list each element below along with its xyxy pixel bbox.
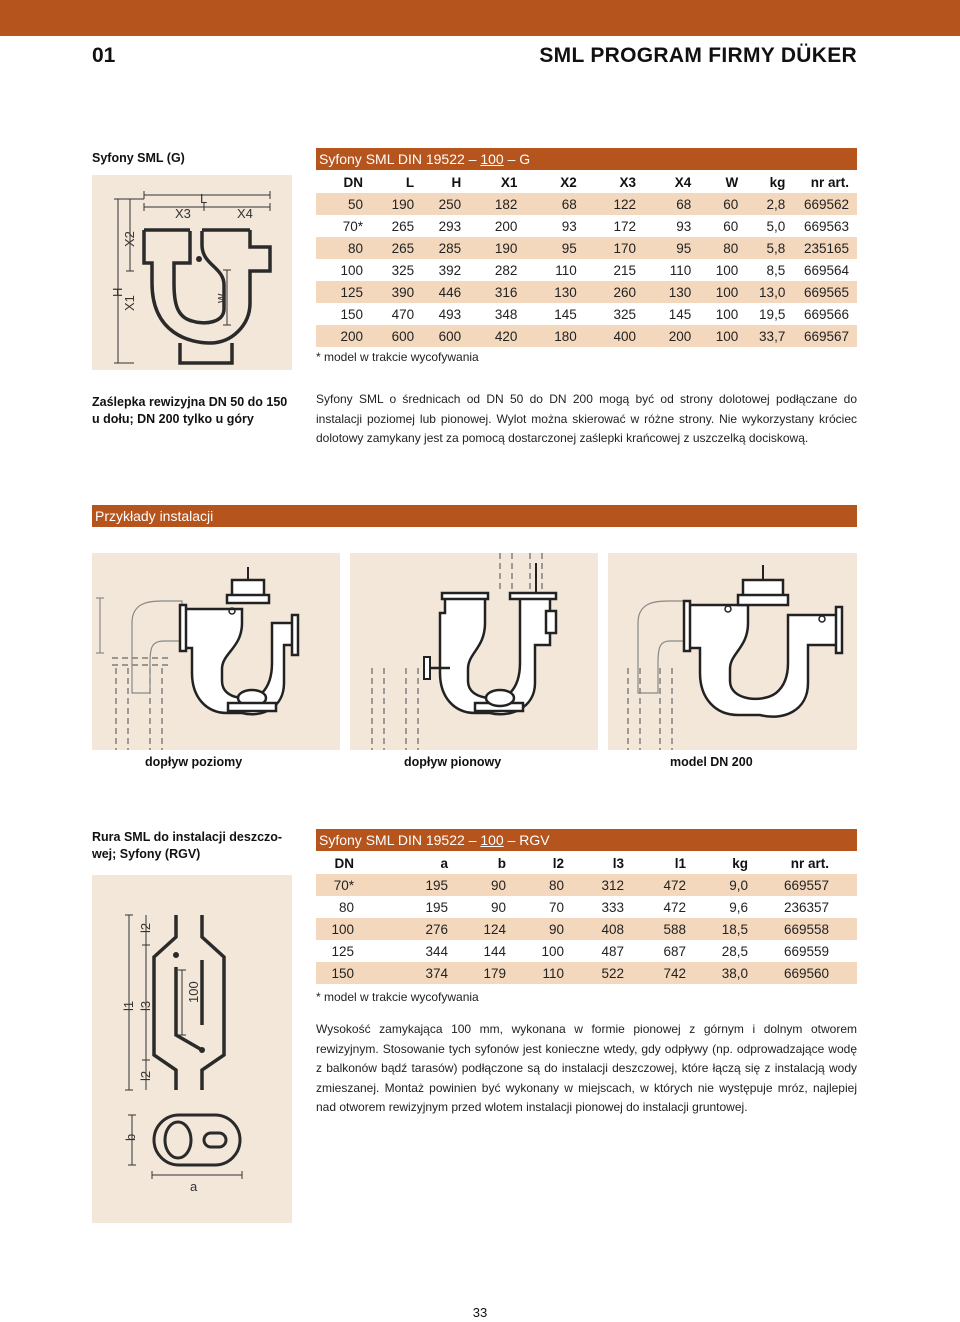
table-cell: 325	[577, 303, 636, 325]
table-row	[316, 325, 857, 347]
column-header: H	[451, 174, 462, 190]
siphon-g-table	[316, 171, 857, 347]
example-horizontal-inflow	[92, 553, 340, 750]
top-color-bar	[0, 0, 960, 36]
table-cell: 195	[354, 874, 448, 896]
table-cell: 333	[564, 896, 624, 918]
table-cell: 669562	[785, 193, 857, 215]
page-title: SML PROGRAM FIRMY DÜKER	[539, 44, 857, 67]
cleanout-label-line2: u dołu; DN 200 tylko u góry	[92, 412, 254, 426]
table-cell: 60	[691, 193, 738, 215]
table-cell: 95	[517, 237, 576, 259]
table-cell: 68	[636, 193, 691, 215]
table-cell: 9,6	[686, 896, 748, 918]
table-cell: 70*	[316, 215, 363, 237]
table-cell: 145	[517, 303, 576, 325]
table-cell: 100	[506, 940, 564, 962]
table-cell: 5,8	[738, 237, 785, 259]
column-header: l1	[674, 855, 686, 871]
caption-horizontal-inflow: dopływ poziomy	[145, 755, 243, 769]
table-cell: 215	[577, 259, 636, 281]
dim-label-a: a	[190, 1179, 198, 1194]
table-cell: 182	[461, 193, 517, 215]
column-header: X4	[674, 174, 692, 190]
table-cell: 265	[363, 215, 414, 237]
table-cell: 93	[636, 215, 691, 237]
dim-label-L: L	[200, 191, 208, 206]
table-row	[316, 874, 857, 896]
table-cell: 125	[316, 281, 363, 303]
table-cell: 172	[577, 215, 636, 237]
table-row	[316, 896, 857, 918]
table-cell: 13,0	[738, 281, 785, 303]
table-cell: 100	[691, 303, 738, 325]
table-cell: 293	[414, 215, 461, 237]
table-cell: 28,5	[686, 940, 748, 962]
table-title-siphon-rgv: Syfony SML DIN 19522 – 100 – RGV	[316, 829, 857, 851]
column-header: a	[440, 855, 448, 871]
table-cell: 325	[363, 259, 414, 281]
table-cell: 285	[414, 237, 461, 259]
table-cell: 38,0	[686, 962, 748, 984]
table-cell: 90	[506, 918, 564, 940]
dim-label-X2: X2	[122, 231, 137, 247]
table-cell: 669564	[785, 259, 857, 281]
table-cell: 125	[316, 940, 354, 962]
column-header: X2	[560, 174, 577, 190]
table-row	[316, 193, 857, 215]
table-title-siphon-g: Syfony SML DIN 19522 – 100 – G	[316, 148, 857, 170]
table-cell: 68	[517, 193, 576, 215]
table-cell: 669557	[748, 874, 857, 896]
column-header: nr art.	[810, 174, 849, 190]
dim-label-l1: l1	[121, 1000, 136, 1011]
table-cell: 200	[316, 325, 363, 347]
table-cell: 282	[461, 259, 517, 281]
table-cell: 669563	[785, 215, 857, 237]
table-cell: 122	[577, 193, 636, 215]
table-cell: 669559	[748, 940, 857, 962]
table-cell: 312	[564, 874, 624, 896]
table-cell: 265	[363, 237, 414, 259]
table-cell: 19,5	[738, 303, 785, 325]
table-cell: 93	[517, 215, 576, 237]
table-cell: 669560	[748, 962, 857, 984]
siphon-rgv-table	[316, 852, 857, 984]
table-cell: 9,0	[686, 874, 748, 896]
table-cell: 446	[414, 281, 461, 303]
table-cell: 150	[316, 303, 363, 325]
table-cell: 472	[624, 896, 686, 918]
dim-label-H: H	[110, 287, 125, 297]
table-cell: 420	[461, 325, 517, 347]
table-cell: 190	[363, 193, 414, 215]
table-row	[316, 259, 857, 281]
table-row	[316, 940, 857, 962]
table-cell: 669567	[785, 325, 857, 347]
siphon-g-drawing	[92, 175, 292, 370]
table-cell: 110	[636, 259, 691, 281]
column-header: L	[405, 174, 415, 190]
table-cell: 669566	[785, 303, 857, 325]
table-cell: 100	[316, 918, 354, 940]
rgv-label-line1: Rura SML do instalacji deszczo-	[92, 830, 283, 844]
table-cell: 100	[691, 259, 738, 281]
table-cell: 200	[461, 215, 517, 237]
table-cell: 130	[636, 281, 691, 303]
column-header: kg	[732, 855, 748, 871]
table-cell: 145	[636, 303, 691, 325]
table-cell: 5,0	[738, 215, 785, 237]
section-label-siphon-g: Syfony SML (G)	[92, 151, 185, 165]
caption-vertical-inflow: dopływ pionowy	[404, 755, 502, 769]
table-cell: 522	[564, 962, 624, 984]
column-header: nr art.	[790, 855, 829, 871]
column-header: X3	[619, 174, 637, 190]
table-cell: 18,5	[686, 918, 748, 940]
table-row	[316, 303, 857, 325]
dim-label-l2-top: l2	[138, 922, 153, 933]
table-cell: 50	[316, 193, 363, 215]
table-cell: 493	[414, 303, 461, 325]
dim-label-l2-bottom: l2	[138, 1070, 153, 1081]
table-cell: 260	[577, 281, 636, 303]
table-row	[316, 918, 857, 940]
table-cell: 130	[517, 281, 576, 303]
rgv-label-line2: wej; Syfony (RGV)	[92, 847, 201, 861]
table-cell: 70*	[316, 874, 354, 896]
table-cell: 276	[354, 918, 448, 940]
table-cell: 80	[316, 896, 354, 918]
table-cell: 95	[636, 237, 691, 259]
table-cell: 33,7	[738, 325, 785, 347]
table-cell: 600	[414, 325, 461, 347]
table-cell: 100	[691, 325, 738, 347]
column-header: b	[497, 855, 506, 871]
table-cell: 669565	[785, 281, 857, 303]
chapter-number: 01	[92, 44, 116, 67]
table-cell: 190	[461, 237, 517, 259]
table-row	[316, 215, 857, 237]
table-cell: 470	[363, 303, 414, 325]
dim-label-X4: X4	[237, 206, 253, 221]
table-cell: 8,5	[738, 259, 785, 281]
column-header: kg	[769, 174, 786, 190]
siphon-rgv-drawing	[92, 875, 292, 1223]
dim-label-b: b	[123, 1133, 138, 1141]
table-cell: 487	[564, 940, 624, 962]
column-header: X1	[500, 174, 518, 190]
table-cell: 250	[414, 193, 461, 215]
table-row	[316, 962, 857, 984]
column-header: l2	[552, 855, 564, 871]
table-cell: 400	[577, 325, 636, 347]
table-row	[316, 237, 857, 259]
table-cell: 144	[448, 940, 506, 962]
dim-label-l3: l3	[138, 1000, 153, 1011]
table-cell: 472	[624, 874, 686, 896]
table-cell: 170	[577, 237, 636, 259]
table-cell: 180	[517, 325, 576, 347]
table-header-row	[316, 171, 857, 193]
table-cell: 390	[363, 281, 414, 303]
table-header-row	[316, 852, 857, 874]
table-cell: 110	[517, 259, 576, 281]
dim-label-W: w	[213, 293, 228, 303]
examples-section-title: Przykłady instalacji	[92, 505, 857, 527]
example-vertical-inflow	[350, 553, 598, 750]
table-cell: 235165	[785, 237, 857, 259]
table-cell: 80	[316, 237, 363, 259]
table-cell: 687	[624, 940, 686, 962]
table-cell: 179	[448, 962, 506, 984]
dim-label-X3: X3	[175, 206, 191, 221]
table-cell: 124	[448, 918, 506, 940]
table-cell: 348	[461, 303, 517, 325]
table-cell: 90	[448, 896, 506, 918]
table-cell: 344	[354, 940, 448, 962]
table-cell: 110	[506, 962, 564, 984]
table-cell: 392	[414, 259, 461, 281]
table-cell: 70	[506, 896, 564, 918]
table-cell: 236357	[748, 896, 857, 918]
table-cell: 200	[636, 325, 691, 347]
table-cell: 100	[316, 259, 363, 281]
table-cell: 600	[363, 325, 414, 347]
table-cell: 80	[691, 237, 738, 259]
example-dn200-model	[608, 553, 857, 750]
table-row	[316, 281, 857, 303]
dim-label-X1: X1	[122, 295, 137, 311]
table-cell: 60	[691, 215, 738, 237]
table-cell: 2,8	[738, 193, 785, 215]
table-cell: 742	[624, 962, 686, 984]
column-header: DN	[343, 174, 364, 190]
table-cell: 669558	[748, 918, 857, 940]
cleanout-label-line1: Zaślepka rewizyjna DN 50 do 150	[92, 395, 288, 409]
table-cell: 150	[316, 962, 354, 984]
table-cell: 80	[506, 874, 564, 896]
table-cell: 90	[448, 874, 506, 896]
page-number: 33	[472, 1305, 488, 1320]
siphon-description: Syfony SML o średnicach od DN 50 do DN 200 mogą być od strony dolotowej podłączane do instalacji poziomej lub pionowej. Wylot można skierować w różne strony. Nie wykorzystany króciec dolotowy zamykany jest za pomocą dostarczonej zaślepki krańcowej z uszczelką dociskową.	[316, 392, 857, 445]
table-cell: 588	[624, 918, 686, 940]
note-withdrawn-g: * model w trakcie wycofywania	[316, 350, 479, 364]
rgv-description: Wysokość zamykająca 100 mm, wykonana w formie pionowej z górnym i dolnym otworem rewizyjnym. Stosowanie tych syfonów jest konieczne wtedy, gdy odpływy (np. odprowadzające wodę z balkonów bądź tarasów) podłączone są do instalacji deszczowej, które łączą się z instalacją wody zmieszanej. Montaż powinien być wykonany w miejscach, w których nie występuje mróz, najlepiej nad otworem rewizyjnym przed wlotem instalacji pionowej do instalacji gruntowej.	[316, 1022, 857, 1114]
column-header: DN	[334, 855, 354, 871]
note-withdrawn-rgv: * model w trakcie wycofywania	[316, 990, 479, 1004]
column-header: l3	[612, 855, 624, 871]
table-cell: 316	[461, 281, 517, 303]
table-cell: 100	[691, 281, 738, 303]
table-cell: 195	[354, 896, 448, 918]
column-header: W	[725, 174, 739, 190]
table-cell: 408	[564, 918, 624, 940]
caption-dn200-model: model DN 200	[670, 755, 753, 769]
table-cell: 374	[354, 962, 448, 984]
dim-label-100: 100	[186, 981, 201, 1003]
